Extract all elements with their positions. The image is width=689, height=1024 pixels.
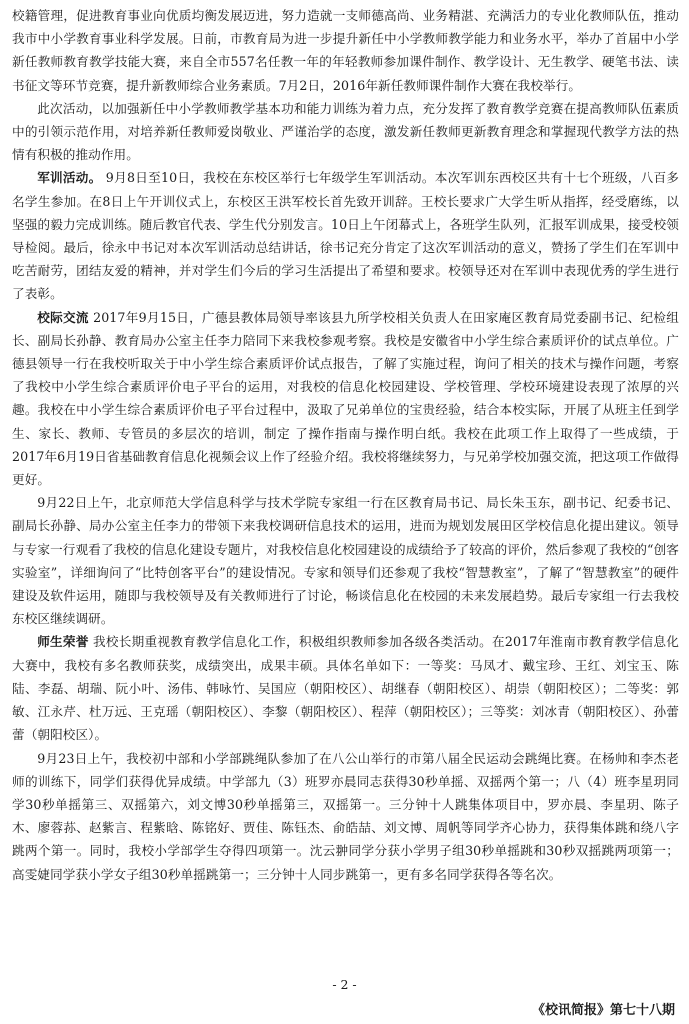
article-body — [12, 4, 679, 886]
paragraph-text: 校籍管理，促进教育事业向优质均衡发展迈进，努力造就一支师德高尚、业务精湛、充满活力的专业化教师队伍，推动我市中小学教育事业科学发展。日前，市教育局为进一步提升新任中小学教师教学能力和业务水平，举办了首届中小学新任教师教育教学技能大赛，来自全市557名任教一年的年轻教师参加课件制作、教学设计、无生教学、硬笔书法、读书征文等环节竞赛，提升新教师综合业务素质。7月2日，2016年新任教师课件制作大赛在我校举行。 — [12, 8, 679, 93]
publication-title: 《校讯简报》第七十八期 — [531, 1003, 675, 1018]
paragraph-rope-skipping — [12, 747, 679, 886]
section-heading: 军训活动。 — [37, 170, 102, 186]
section-heading: 校际交流 — [37, 309, 89, 325]
paragraph-activity-summary — [12, 97, 679, 167]
paragraph-text: 9月22日上午，北京师范大学信息科学与技术学院专家组一行在区教育局书记、局长朱玉东，副书记、纪委书记、副局长孙静、局办公室主任李力的带领下来我校调研信息技术的运用，进而为规划发展田区学校信息化提出建议。领导与专家一行观看了我校的信息化建设专题片，对我校信息化校园建设的成绩给予了较高的评价，然后参观了我校的“创客实验室”，详细询问了“比特创客平台”的建设情况。专家和领导们还参观了我校“智慧教室”，了解了“智慧教室”的硬件建设及软件运用，随即与我校领导及有关教师进行了讨论，畅谈信息化在校园的未来发展趋势。最后专家组一行去我校东校区继续调研。 — [12, 495, 679, 627]
paragraph-honors — [12, 630, 679, 746]
paragraph-school-exchange — [12, 306, 679, 492]
paragraph-text: 我校长期重视教育教学信息化工作，积极组织教师参加各级各类活动。在2017年淮南市教育教学信息化大赛中，我校有多名教师获奖，成绩突出，成果丰硕。具体名单如下：一等奖：马凤才、戴宝珍、王红、刘宝玉、陈陆、李磊、胡瑞、阮小叶、汤伟、韩咏竹、吴国应（朝阳校区）、胡继春（朝阳校区）、胡崇（朝阳校区）；二等奖：郭敏、江永芹、杜万远、王克瑶（朝阳校区）、李黎（朝阳校区）、程萍（朝阳校区）；三等奖：刘冰青（朝阳校区）、孙蕾蕾（朝阳校区）。 — [12, 634, 679, 743]
paragraph-text: 9月23日上午，我校初中部和小学部跳绳队参加了在八公山举行的市第八届全民运动会跳绳比赛。在杨帅和李杰老师的训练下，同学们获得优异成绩。中学部九（3）班罗亦晨同志获得30秒单摇、双摇两个第一；八（4）班李星玥同学30秒单摇第三、双摇第六，刘文博30秒单摇第三，双摇第一。三分钟十人跳集体项目中，罗亦晨、李星玥、陈子木、廖蓉荪、赵紫言、程紫晗、陈铭好、贾佳、陈钰杰、俞皓喆、刘文博、周帆等同学齐心协力，获得集体跳和绕八字跳两个第一。同时，我校小学部学生夺得四项第一。沈云翀同学分获小学男子组30秒单摇跳和30秒双摇跳两项第一；高雯婕同学获小学女子组30秒单摇跳第一；三分钟十人同步跳第一，更有多名同学获得各等名次。 — [12, 750, 679, 882]
paragraph-continuation — [12, 4, 679, 97]
paragraph-text: 9月8日至10日，我校在东校区举行七年级学生军训活动。本次军训东西校区共有十七个班级，八百多名学生参加。在8日上午开训仪式上，东校区王洪军校长首先致开训辞。王校长要求广大学生听从指挥，经受磨练，以坚强的毅力完成训练。随后教官代表、学生代分别发言。10日上午闭幕式上，各班学生队列，汇报军训成果，接受校领导检阅。最后，徐永中书记对本次军训活动总结讲话，徐书记充分肯定了这次军训活动的意义，赞扬了学生们在军训中吃苦耐劳，团结友爱的精神，并对学生们今后的学习生活提出了希望和要求。校领导还对在军训中表现优秀的学生进行了表彰。 — [12, 170, 679, 302]
paragraph-text: 2017年9月15日，广德县教体局领导率该县九所学校相关负责人在田家庵区教育局党委副书记、纪检组长、副局长孙静、教育局办公室主任李力陪同下来我校参观考察。我校是安徽省中小学生综合素质评价的试点单位。广德县领导一行在我校听取关于中小学生综合素质评价试点报告，了解了实施过程，询问了相关的技术与操作问题，考察了我校中小学生综合素质评价电子平台的运用，对我校的信息化校园建设、学校管理、学校环境建设表现了浓厚的兴趣。我校在中小学生综合素质评价电子平台过程中，汲取了兄弟单位的宝贵经验，结合本校实际，开展了从班主任到学生、家长、教师、专管员的多层次的培训，制定 了操作指南与操作明白纸。我校在此项工作上取得了一些成绩，于2017年6月19日省基础教育信息化视频会议上作了经验介绍。我校将继续努力，与兄弟学校加强交流，把这项工作做得更好。 — [12, 309, 679, 488]
section-heading: 师生荣誉 — [37, 634, 89, 650]
paragraph-military-training — [12, 166, 679, 305]
page-number: - 2 - — [332, 977, 357, 992]
paragraph-text: 此次活动，以加强新任中小学教师教学基本功和能力训练为着力点，充分发挥了教育教学竞赛在提高教师队伍素质中的引领示范作用，对培养新任教师爱岗敬业、严谨治学的态度，激发新任教师更新教育理念和掌握现代教学方法的热情有积极的推动作用。 — [12, 100, 679, 163]
paragraph-expert-visit — [12, 491, 679, 630]
